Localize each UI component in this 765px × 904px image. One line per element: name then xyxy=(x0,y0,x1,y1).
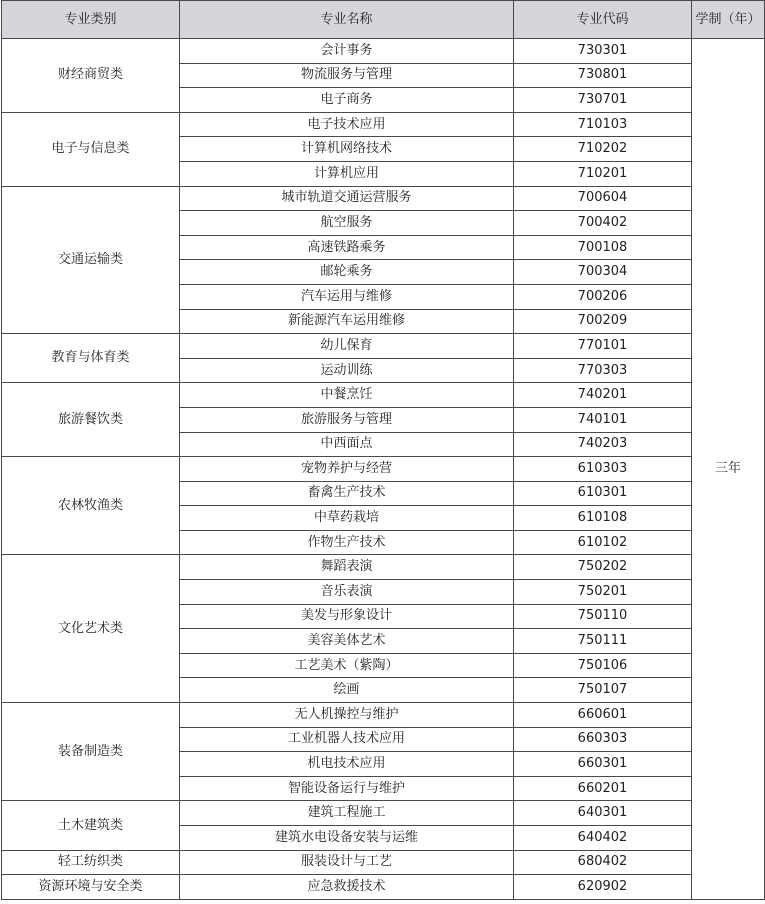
major-code-cell: 710103 xyxy=(514,112,692,137)
table-row xyxy=(2,801,765,826)
major-name-cell: 运动训练 xyxy=(180,358,514,383)
major-code-cell: 610108 xyxy=(514,506,692,531)
category-cell: 资源环境与安全类 xyxy=(2,875,180,900)
major-code-cell: 700206 xyxy=(514,284,692,309)
major-code-cell: 770303 xyxy=(514,358,692,383)
category-cell: 轻工纺织类 xyxy=(2,850,180,875)
major-code-cell: 750110 xyxy=(514,604,692,629)
major-name-cell: 新能源汽车运用维修 xyxy=(180,309,514,334)
major-code-cell: 750201 xyxy=(514,580,692,605)
major-code-cell: 680402 xyxy=(514,850,692,875)
duration-cell: 三年 xyxy=(692,39,765,900)
major-code-cell: 710202 xyxy=(514,137,692,162)
major-name-cell: 音乐表演 xyxy=(180,580,514,605)
major-code-cell: 610301 xyxy=(514,481,692,506)
table-row xyxy=(2,850,765,875)
major-name-cell: 美容美体艺术 xyxy=(180,629,514,654)
major-code-cell: 620902 xyxy=(514,875,692,900)
major-name-cell: 无人机操控与维护 xyxy=(180,703,514,728)
major-name-cell: 宠物养护与经营 xyxy=(180,457,514,482)
major-name-cell: 应急救援技术 xyxy=(180,875,514,900)
major-name-cell: 中餐烹饪 xyxy=(180,383,514,408)
category-cell: 文化艺术类 xyxy=(2,555,180,703)
table-row xyxy=(2,875,765,900)
table-row xyxy=(2,383,765,408)
category-cell: 农林牧渔类 xyxy=(2,457,180,555)
header-duration: 学制（年） xyxy=(692,1,765,39)
major-name-cell: 中西面点 xyxy=(180,432,514,457)
table-row xyxy=(2,112,765,137)
category-cell: 交通运输类 xyxy=(2,186,180,334)
header-major-code: 专业代码 xyxy=(514,1,692,39)
major-code-cell: 740201 xyxy=(514,383,692,408)
major-code-cell: 710201 xyxy=(514,161,692,186)
major-code-cell: 700604 xyxy=(514,186,692,211)
major-code-cell: 700402 xyxy=(514,211,692,236)
major-code-cell: 740101 xyxy=(514,407,692,432)
major-code-cell: 730801 xyxy=(514,63,692,88)
major-name-cell: 智能设备运行与维护 xyxy=(180,776,514,801)
major-code-cell: 750111 xyxy=(514,629,692,654)
major-code-cell: 660301 xyxy=(514,752,692,777)
major-name-cell: 计算机网络技术 xyxy=(180,137,514,162)
major-name-cell: 服装设计与工艺 xyxy=(180,850,514,875)
table-header xyxy=(2,1,765,39)
major-name-cell: 中草药栽培 xyxy=(180,506,514,531)
major-code-cell: 750107 xyxy=(514,678,692,703)
major-name-cell: 幼儿保育 xyxy=(180,334,514,359)
table-row xyxy=(2,39,765,64)
category-cell: 装备制造类 xyxy=(2,703,180,801)
major-name-cell: 会计事务 xyxy=(180,39,514,64)
table-row xyxy=(2,703,765,728)
major-code-cell: 750106 xyxy=(514,653,692,678)
major-code-cell: 730301 xyxy=(514,39,692,64)
header-row xyxy=(2,1,765,39)
major-code-cell: 700209 xyxy=(514,309,692,334)
major-code-cell: 660601 xyxy=(514,703,692,728)
major-name-cell: 美发与形象设计 xyxy=(180,604,514,629)
major-name-cell: 城市轨道交通运营服务 xyxy=(180,186,514,211)
major-name-cell: 绘画 xyxy=(180,678,514,703)
category-cell: 财经商贸类 xyxy=(2,39,180,113)
major-name-cell: 作物生产技术 xyxy=(180,530,514,555)
table-row xyxy=(2,555,765,580)
major-code-cell: 750202 xyxy=(514,555,692,580)
major-name-cell: 舞蹈表演 xyxy=(180,555,514,580)
major-name-cell: 机电技术应用 xyxy=(180,752,514,777)
major-name-cell: 电子商务 xyxy=(180,88,514,113)
major-code-cell: 610303 xyxy=(514,457,692,482)
major-name-cell: 建筑水电设备安装与运维 xyxy=(180,826,514,851)
major-code-cell: 610102 xyxy=(514,530,692,555)
category-cell: 教育与体育类 xyxy=(2,334,180,383)
table-row xyxy=(2,186,765,211)
major-name-cell: 工业机器人技术应用 xyxy=(180,727,514,752)
major-name-cell: 工艺美术（紫陶） xyxy=(180,653,514,678)
category-cell: 电子与信息类 xyxy=(2,112,180,186)
header-category: 专业类别 xyxy=(2,1,180,39)
major-name-cell: 畜禽生产技术 xyxy=(180,481,514,506)
major-name-cell: 航空服务 xyxy=(180,211,514,236)
category-cell: 土木建筑类 xyxy=(2,801,180,850)
header-major-name: 专业名称 xyxy=(180,1,514,39)
table-body xyxy=(2,39,765,900)
major-code-cell: 700304 xyxy=(514,260,692,285)
major-name-cell: 电子技术应用 xyxy=(180,112,514,137)
category-cell: 旅游餐饮类 xyxy=(2,383,180,457)
major-code-cell: 770101 xyxy=(514,334,692,359)
table-row xyxy=(2,334,765,359)
major-name-cell: 建筑工程施工 xyxy=(180,801,514,826)
major-name-cell: 旅游服务与管理 xyxy=(180,407,514,432)
major-code-cell: 660303 xyxy=(514,727,692,752)
major-name-cell: 物流服务与管理 xyxy=(180,63,514,88)
major-code-cell: 660201 xyxy=(514,776,692,801)
majors-table xyxy=(1,0,765,900)
major-code-cell: 730701 xyxy=(514,88,692,113)
major-code-cell: 700108 xyxy=(514,235,692,260)
major-name-cell: 高速铁路乘务 xyxy=(180,235,514,260)
table-row xyxy=(2,457,765,482)
major-code-cell: 740203 xyxy=(514,432,692,457)
major-name-cell: 计算机应用 xyxy=(180,161,514,186)
major-name-cell: 汽车运用与维修 xyxy=(180,284,514,309)
major-name-cell: 邮轮乘务 xyxy=(180,260,514,285)
major-code-cell: 640301 xyxy=(514,801,692,826)
major-code-cell: 640402 xyxy=(514,826,692,851)
